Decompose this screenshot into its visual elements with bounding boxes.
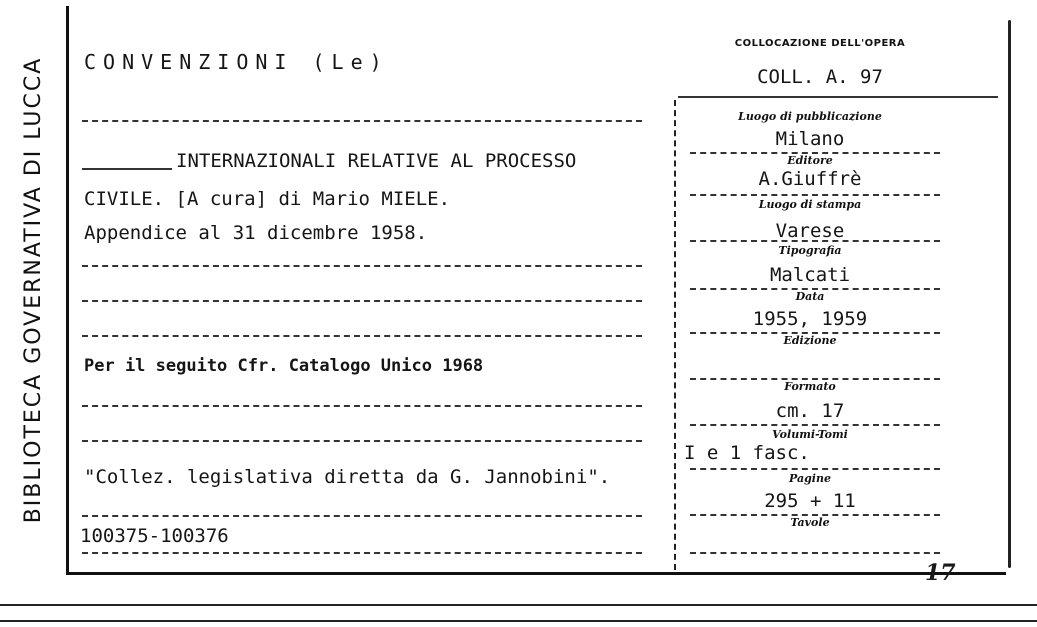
library-side-label: BIBLIOTECA GOVERNATIVA DI LUCCA — [21, 56, 46, 524]
column-divider — [674, 100, 678, 570]
field-value-format: cm. 17 — [775, 400, 845, 422]
field-label-print-place: Luogo di stampa — [758, 198, 862, 211]
series-note: "Collez. legislativa diretta da G. Jannobini". — [84, 466, 611, 488]
body-line-3: Appendice al 31 dicembre 1958. — [84, 222, 428, 244]
inventory-number: 100375-100376 — [80, 525, 229, 547]
rule-line — [678, 96, 998, 98]
rule-line — [690, 468, 940, 470]
field-value-publisher: A.Giuffrè — [758, 168, 862, 190]
field-label-volumes: Volumi-Tomi — [772, 428, 848, 441]
rule-line — [82, 300, 642, 302]
scan-artifact-line — [0, 620, 1037, 622]
field-label-place: Luogo di pubblicazione — [738, 110, 882, 123]
field-label-plates: Tavole — [790, 516, 830, 529]
shelfmark-value: COLL. A. 97 — [757, 66, 883, 88]
field-label-date: Data — [795, 290, 825, 303]
card-bottom-border — [66, 572, 1006, 575]
field-value-place: Milano — [775, 128, 845, 150]
page-number: 17 — [925, 560, 956, 586]
scan-artifact-line — [0, 604, 1037, 606]
scan-artifact-strip — [0, 598, 1037, 627]
field-value-printer: Malcati — [769, 264, 851, 286]
field-label-edition: Edizione — [783, 334, 837, 347]
rule-line — [690, 194, 940, 196]
shelfmark-header: COLLOCAZIONE DELL'OPERA — [734, 38, 906, 49]
field-value-volumes: I e 1 fasc. — [684, 442, 810, 464]
card-title: CONVENZIONI (Le) — [84, 50, 389, 74]
catalog-note: Per il seguito Cfr. Catalogo Unico 1968 — [84, 356, 484, 376]
rule-line — [82, 440, 642, 442]
field-label-pages: Pagine — [789, 472, 831, 485]
field-label-printer: Tipografia — [778, 244, 842, 257]
field-value-date: 1955, 1959 — [752, 308, 868, 330]
rule-line — [82, 515, 642, 517]
field-label-publisher: Editore — [787, 154, 833, 167]
field-value-print-place: Varese — [775, 220, 845, 242]
rule-line — [690, 240, 940, 242]
field-label-format: Formato — [784, 380, 836, 393]
card-right-border — [1008, 20, 1011, 568]
rule-line — [690, 552, 940, 554]
rule-line — [690, 424, 940, 426]
rule-line — [82, 120, 642, 122]
body-line-2: CIVILE. [A cura] di Mario MIELE. — [84, 188, 451, 210]
rule-line — [82, 552, 642, 554]
body-line-1: INTERNAZIONALI RELATIVE AL PROCESSO — [176, 150, 577, 172]
field-value-pages: 295 + 11 — [764, 490, 856, 512]
rule-line — [82, 405, 642, 407]
rule-line — [82, 265, 642, 267]
rule-line — [82, 168, 172, 170]
card-left-border — [66, 6, 69, 574]
rule-line — [82, 335, 642, 337]
